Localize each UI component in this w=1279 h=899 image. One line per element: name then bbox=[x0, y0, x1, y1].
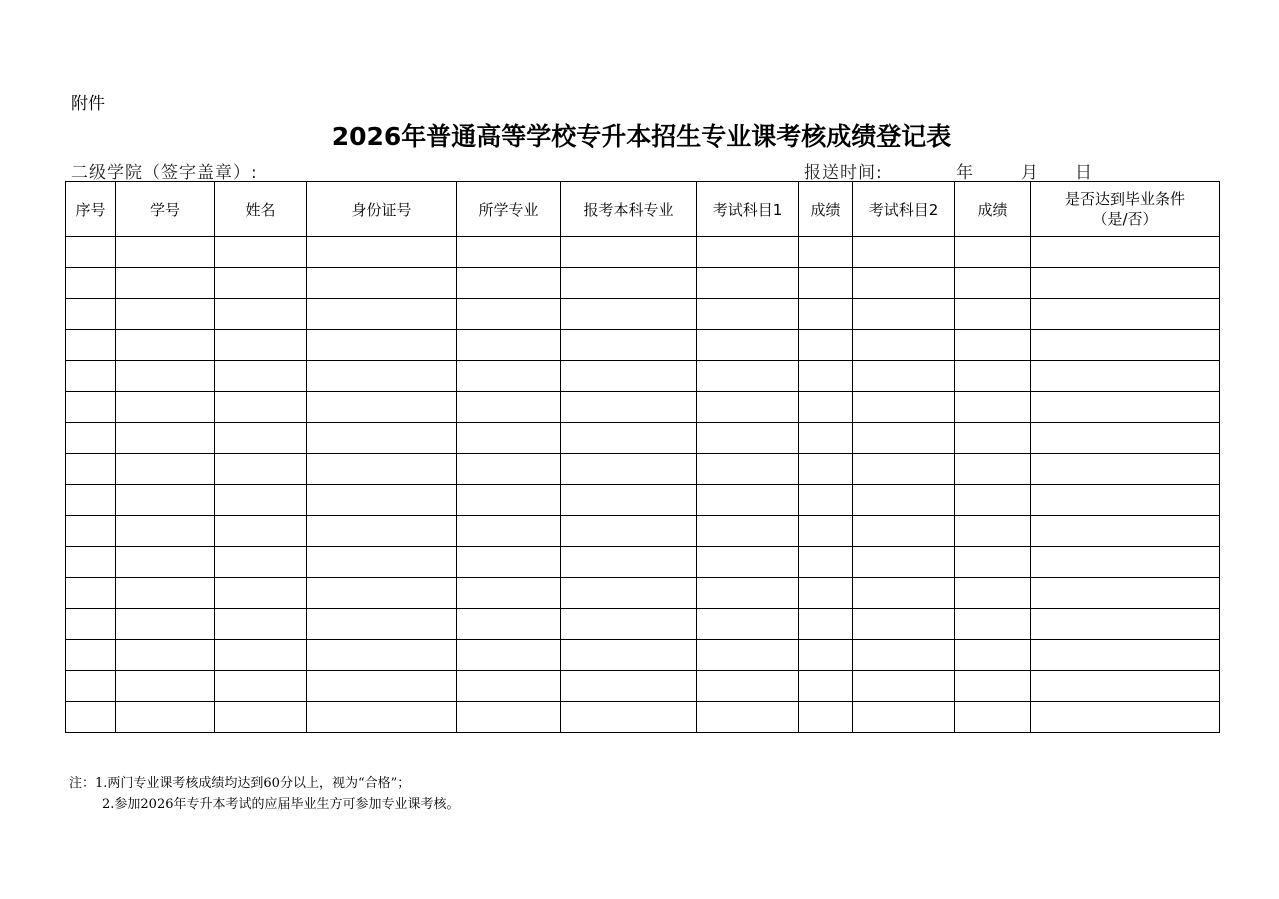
table-cell[interactable] bbox=[799, 640, 853, 671]
table-cell[interactable] bbox=[215, 299, 307, 330]
table-cell[interactable] bbox=[697, 516, 799, 547]
table-row bbox=[66, 609, 1220, 640]
table-cell[interactable] bbox=[1031, 485, 1220, 516]
table-cell[interactable] bbox=[215, 640, 307, 671]
table-cell[interactable] bbox=[457, 640, 561, 671]
table-cell[interactable] bbox=[1031, 423, 1220, 454]
table-cell[interactable] bbox=[799, 237, 853, 268]
table-cell[interactable] bbox=[697, 392, 799, 423]
table-cell[interactable] bbox=[66, 299, 116, 330]
table-cell[interactable] bbox=[955, 547, 1031, 578]
table-cell[interactable] bbox=[66, 702, 116, 733]
table-cell[interactable] bbox=[116, 547, 215, 578]
table-cell[interactable] bbox=[116, 299, 215, 330]
table-cell[interactable] bbox=[561, 671, 697, 702]
table-cell[interactable] bbox=[955, 423, 1031, 454]
table-cell[interactable] bbox=[457, 485, 561, 516]
table-cell[interactable] bbox=[955, 454, 1031, 485]
table-cell[interactable] bbox=[799, 392, 853, 423]
table-cell[interactable] bbox=[955, 578, 1031, 609]
table-cell[interactable] bbox=[116, 702, 215, 733]
table-cell[interactable] bbox=[853, 330, 955, 361]
table-cell[interactable] bbox=[307, 361, 457, 392]
table-cell[interactable] bbox=[853, 392, 955, 423]
table-cell[interactable] bbox=[116, 392, 215, 423]
table-cell[interactable] bbox=[457, 547, 561, 578]
table-cell[interactable] bbox=[457, 268, 561, 299]
table-cell[interactable] bbox=[215, 578, 307, 609]
table-cell[interactable] bbox=[307, 516, 457, 547]
table-row bbox=[66, 578, 1220, 609]
table-cell[interactable] bbox=[116, 578, 215, 609]
table-cell[interactable] bbox=[799, 609, 853, 640]
table-cell[interactable] bbox=[853, 640, 955, 671]
table-cell[interactable] bbox=[955, 237, 1031, 268]
table-cell[interactable] bbox=[697, 702, 799, 733]
col-header-subject1: 考试科目1 bbox=[697, 182, 799, 237]
table-cell[interactable] bbox=[215, 671, 307, 702]
table-cell[interactable] bbox=[697, 640, 799, 671]
col-header-graduation-line2: （是/否） bbox=[1092, 210, 1158, 228]
table-cell[interactable] bbox=[561, 299, 697, 330]
table-cell[interactable] bbox=[116, 609, 215, 640]
note-line-1: 注：1.两门专业课考核成绩均达到60分以上，视为“合格”； bbox=[69, 776, 411, 791]
table-row bbox=[66, 299, 1220, 330]
table-cell[interactable] bbox=[561, 578, 697, 609]
col-header-id-number: 身份证号 bbox=[307, 182, 457, 237]
table-cell[interactable] bbox=[116, 640, 215, 671]
table-cell[interactable] bbox=[66, 578, 116, 609]
table-cell[interactable] bbox=[307, 640, 457, 671]
score-register-table bbox=[65, 181, 1220, 733]
table-cell[interactable] bbox=[215, 485, 307, 516]
table-cell[interactable] bbox=[1031, 578, 1220, 609]
table-cell[interactable] bbox=[116, 485, 215, 516]
table-cell[interactable] bbox=[853, 578, 955, 609]
table-cell[interactable] bbox=[307, 268, 457, 299]
table-cell[interactable] bbox=[955, 361, 1031, 392]
table-row bbox=[66, 671, 1220, 702]
year-label: 年 bbox=[956, 163, 973, 183]
table-cell[interactable] bbox=[799, 578, 853, 609]
table-cell[interactable] bbox=[853, 454, 955, 485]
table-cell[interactable] bbox=[457, 516, 561, 547]
table-cell[interactable] bbox=[307, 330, 457, 361]
table-cell[interactable] bbox=[66, 485, 116, 516]
table-cell[interactable] bbox=[1031, 609, 1220, 640]
table-cell[interactable] bbox=[307, 578, 457, 609]
table-cell[interactable] bbox=[457, 392, 561, 423]
table-cell[interactable] bbox=[697, 330, 799, 361]
table-cell[interactable] bbox=[215, 392, 307, 423]
col-header-student-id: 学号 bbox=[116, 182, 215, 237]
table-cell[interactable] bbox=[457, 609, 561, 640]
table-row bbox=[66, 268, 1220, 299]
table-cell[interactable] bbox=[66, 609, 116, 640]
table-cell[interactable] bbox=[799, 299, 853, 330]
table-cell[interactable] bbox=[697, 423, 799, 454]
table-cell[interactable] bbox=[853, 485, 955, 516]
table-cell[interactable] bbox=[853, 516, 955, 547]
table-row bbox=[66, 423, 1220, 454]
table-cell[interactable] bbox=[116, 454, 215, 485]
table-cell[interactable] bbox=[66, 547, 116, 578]
table-cell[interactable] bbox=[853, 299, 955, 330]
table-cell[interactable] bbox=[1031, 547, 1220, 578]
table-cell[interactable] bbox=[307, 609, 457, 640]
table-row bbox=[66, 547, 1220, 578]
table-cell[interactable] bbox=[116, 268, 215, 299]
table-cell[interactable] bbox=[66, 392, 116, 423]
form-title: 2026年普通高等学校专升本招生专业课考核成绩登记表 bbox=[331, 122, 952, 151]
table-cell[interactable] bbox=[307, 547, 457, 578]
table-cell[interactable] bbox=[955, 485, 1031, 516]
table-cell[interactable] bbox=[457, 299, 561, 330]
table-cell[interactable] bbox=[955, 392, 1031, 423]
table-cell[interactable] bbox=[215, 454, 307, 485]
table-cell[interactable] bbox=[66, 671, 116, 702]
table-row bbox=[66, 640, 1220, 671]
table-cell[interactable] bbox=[697, 361, 799, 392]
table-cell[interactable] bbox=[561, 640, 697, 671]
table-cell[interactable] bbox=[457, 423, 561, 454]
table-cell[interactable] bbox=[561, 609, 697, 640]
table-cell[interactable] bbox=[853, 671, 955, 702]
col-header-score1: 成绩 bbox=[799, 182, 853, 237]
table-cell[interactable] bbox=[561, 392, 697, 423]
table-cell[interactable] bbox=[116, 671, 215, 702]
table-cell[interactable] bbox=[955, 516, 1031, 547]
col-header-seq: 序号 bbox=[66, 182, 116, 237]
table-cell[interactable] bbox=[1031, 702, 1220, 733]
notes bbox=[69, 773, 460, 815]
table-cell[interactable] bbox=[853, 423, 955, 454]
table-cell[interactable] bbox=[561, 237, 697, 268]
table-cell[interactable] bbox=[1031, 237, 1220, 268]
table-cell[interactable] bbox=[116, 237, 215, 268]
table-cell[interactable] bbox=[955, 330, 1031, 361]
table-cell[interactable] bbox=[853, 702, 955, 733]
table-cell[interactable] bbox=[955, 640, 1031, 671]
col-header-applied-major: 报考本科专业 bbox=[561, 182, 697, 237]
day-label: 日 bbox=[1075, 163, 1092, 183]
table-cell[interactable] bbox=[66, 454, 116, 485]
table-cell[interactable] bbox=[799, 361, 853, 392]
table-cell[interactable] bbox=[66, 330, 116, 361]
table-cell[interactable] bbox=[215, 330, 307, 361]
col-header-subject2: 考试科目2 bbox=[853, 182, 955, 237]
table-cell[interactable] bbox=[561, 361, 697, 392]
table-cell[interactable] bbox=[66, 423, 116, 454]
col-header-score2: 成绩 bbox=[955, 182, 1031, 237]
table-cell[interactable] bbox=[66, 361, 116, 392]
table-cell[interactable] bbox=[457, 330, 561, 361]
table-cell[interactable] bbox=[1031, 640, 1220, 671]
table-cell[interactable] bbox=[853, 609, 955, 640]
table-cell[interactable] bbox=[457, 578, 561, 609]
table-cell[interactable] bbox=[799, 671, 853, 702]
table-cell[interactable] bbox=[1031, 361, 1220, 392]
table-cell[interactable] bbox=[116, 423, 215, 454]
table-cell[interactable] bbox=[955, 702, 1031, 733]
table-cell[interactable] bbox=[561, 516, 697, 547]
table-cell[interactable] bbox=[457, 237, 561, 268]
table-cell[interactable] bbox=[307, 299, 457, 330]
table-cell[interactable] bbox=[307, 702, 457, 733]
table-cell[interactable] bbox=[955, 268, 1031, 299]
table-cell[interactable] bbox=[561, 702, 697, 733]
report-time-label: 报送时间: bbox=[804, 163, 883, 183]
table-cell[interactable] bbox=[697, 299, 799, 330]
table-cell[interactable] bbox=[697, 237, 799, 268]
table-cell[interactable] bbox=[561, 423, 697, 454]
table-cell[interactable] bbox=[307, 671, 457, 702]
table-cell[interactable] bbox=[215, 268, 307, 299]
table-cell[interactable] bbox=[697, 578, 799, 609]
table-cell[interactable] bbox=[853, 361, 955, 392]
col-header-current-major: 所学专业 bbox=[457, 182, 561, 237]
table-row bbox=[66, 485, 1220, 516]
table-cell[interactable] bbox=[1031, 268, 1220, 299]
table-cell[interactable] bbox=[853, 268, 955, 299]
table-cell[interactable] bbox=[853, 237, 955, 268]
table-row bbox=[66, 237, 1220, 268]
table-cell[interactable] bbox=[457, 361, 561, 392]
table-cell[interactable] bbox=[799, 330, 853, 361]
table-cell[interactable] bbox=[307, 392, 457, 423]
table-cell[interactable] bbox=[561, 547, 697, 578]
note-line-2: 2.参加2026年专升本考试的应届毕业生方可参加专业课考核。 bbox=[102, 797, 460, 812]
table-cell[interactable] bbox=[561, 485, 697, 516]
table-cell[interactable] bbox=[697, 547, 799, 578]
table-cell[interactable] bbox=[697, 454, 799, 485]
table-row bbox=[66, 361, 1220, 392]
table-cell[interactable] bbox=[215, 516, 307, 547]
college-signature-label: 二级学院（签字盖章）: bbox=[71, 163, 258, 183]
table-cell[interactable] bbox=[799, 423, 853, 454]
table-header-row bbox=[66, 182, 1220, 237]
table-row bbox=[66, 392, 1220, 423]
table-cell[interactable] bbox=[307, 423, 457, 454]
table-row bbox=[66, 516, 1220, 547]
table-cell[interactable] bbox=[799, 702, 853, 733]
table-cell[interactable] bbox=[697, 609, 799, 640]
col-header-graduation-line1: 是否达到毕业条件 bbox=[1064, 190, 1185, 208]
table-cell[interactable] bbox=[697, 268, 799, 299]
table-cell[interactable] bbox=[215, 547, 307, 578]
table-cell[interactable] bbox=[799, 547, 853, 578]
table-cell[interactable] bbox=[307, 237, 457, 268]
table-cell[interactable] bbox=[66, 237, 116, 268]
table-cell[interactable] bbox=[799, 454, 853, 485]
table-cell[interactable] bbox=[1031, 392, 1220, 423]
table-cell[interactable] bbox=[561, 268, 697, 299]
table-cell[interactable] bbox=[215, 609, 307, 640]
table-cell[interactable] bbox=[66, 516, 116, 547]
table-cell[interactable] bbox=[215, 702, 307, 733]
table-cell[interactable] bbox=[561, 330, 697, 361]
table-cell[interactable] bbox=[561, 454, 697, 485]
table-row bbox=[66, 702, 1220, 733]
table-cell[interactable] bbox=[457, 702, 561, 733]
table-cell[interactable] bbox=[116, 330, 215, 361]
table-body bbox=[66, 237, 1220, 733]
table-cell[interactable] bbox=[215, 237, 307, 268]
table-cell[interactable] bbox=[457, 454, 561, 485]
table-cell[interactable] bbox=[66, 268, 116, 299]
attachment-label: 附件 bbox=[71, 94, 105, 114]
table-cell[interactable] bbox=[955, 299, 1031, 330]
table-cell[interactable] bbox=[66, 640, 116, 671]
table-cell[interactable] bbox=[955, 671, 1031, 702]
table-cell[interactable] bbox=[1031, 299, 1220, 330]
col-header-name: 姓名 bbox=[215, 182, 307, 237]
table-row bbox=[66, 454, 1220, 485]
table-cell[interactable] bbox=[116, 361, 215, 392]
table-cell[interactable] bbox=[697, 485, 799, 516]
table-cell[interactable] bbox=[215, 423, 307, 454]
table-cell[interactable] bbox=[1031, 330, 1220, 361]
table-cell[interactable] bbox=[697, 671, 799, 702]
table-cell[interactable] bbox=[799, 485, 853, 516]
table-cell[interactable] bbox=[1031, 516, 1220, 547]
table-cell[interactable] bbox=[799, 516, 853, 547]
table-cell[interactable] bbox=[457, 671, 561, 702]
table-cell[interactable] bbox=[1031, 454, 1220, 485]
table-cell[interactable] bbox=[116, 516, 215, 547]
table-cell[interactable] bbox=[1031, 671, 1220, 702]
table-cell[interactable] bbox=[215, 361, 307, 392]
table-cell[interactable] bbox=[799, 268, 853, 299]
table-cell[interactable] bbox=[853, 547, 955, 578]
table-cell[interactable] bbox=[955, 609, 1031, 640]
col-header-graduation bbox=[1031, 182, 1220, 237]
month-label: 月 bbox=[1021, 163, 1038, 183]
table-row bbox=[66, 330, 1220, 361]
table-cell[interactable] bbox=[307, 485, 457, 516]
table-cell[interactable] bbox=[307, 454, 457, 485]
